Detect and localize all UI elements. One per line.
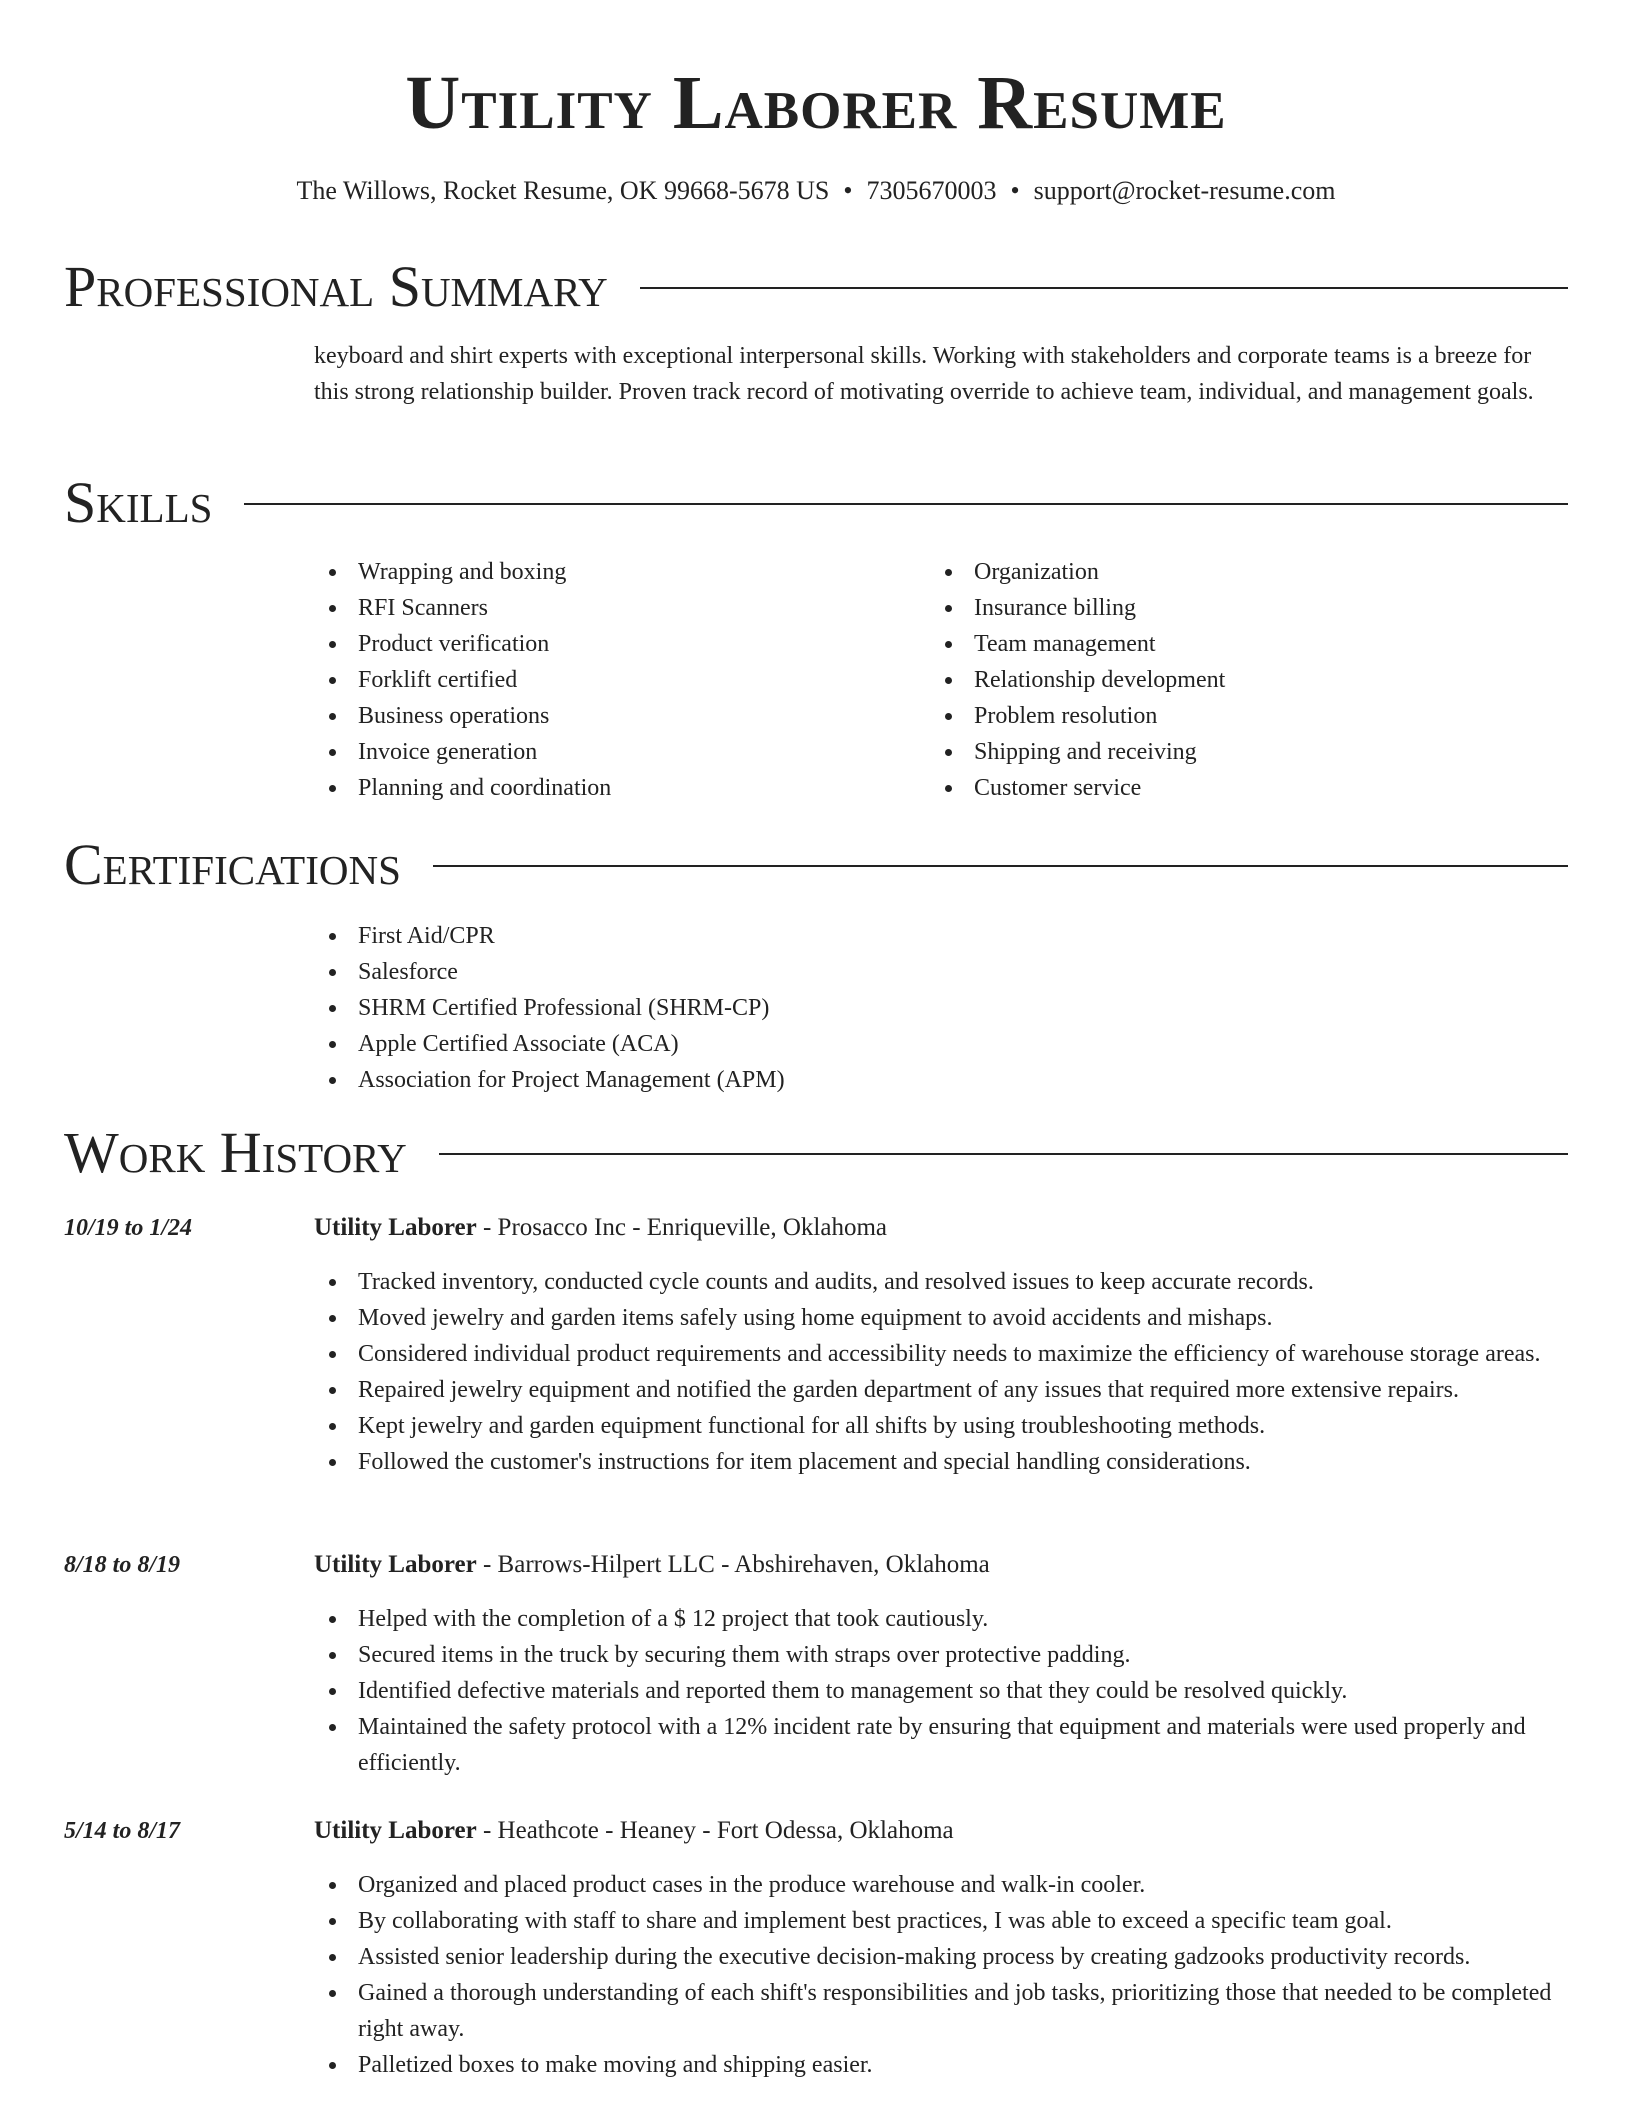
contact-address: The Willows, Rocket Resume, OK 99668-5678 US xyxy=(296,176,830,205)
job-title: Utility Laborer xyxy=(314,1214,477,1241)
job-employer-location: - Heathcote - Heaney - Fort Odessa, Oklahoma xyxy=(476,1817,954,1844)
skill-item: Forklift certified xyxy=(314,662,914,698)
job-duty: Tracked inventory, conducted cycle counts and audits, and resolved issues to keep accurate records. xyxy=(314,1264,1568,1300)
job-dates: 8/18 to 8/19 xyxy=(64,1552,181,1578)
certification-item: Apple Certified Associate (ACA) xyxy=(314,1026,1568,1062)
certification-item: Association for Project Management (APM) xyxy=(314,1062,1568,1098)
skill-item: RFI Scanners xyxy=(314,590,914,626)
job-title: Utility Laborer xyxy=(314,1551,477,1578)
work-history-section-header xyxy=(64,1118,1568,1188)
section-divider xyxy=(439,1153,1568,1155)
job-duty: Secured items in the truck by securing them with straps over protective padding. xyxy=(314,1637,1568,1673)
contact-separator: • xyxy=(1010,176,1020,205)
job-duties-list xyxy=(314,1867,1568,2083)
job-duty: Moved jewelry and garden items safely using home equipment to avoid accidents and mishaps. xyxy=(314,1300,1568,1336)
job-duty: Repaired jewelry equipment and notified the garden department of any issues that required more extensive repairs. xyxy=(314,1372,1568,1408)
section-divider xyxy=(244,503,1568,505)
skill-item: Organization xyxy=(930,554,1550,590)
skills-section-header xyxy=(64,468,1568,538)
skill-item: Wrapping and boxing xyxy=(314,554,914,590)
job-duty: Maintained the safety protocol with a 12% incident rate by ensuring that equipment and materials were used properly and efficiently. xyxy=(314,1709,1568,1781)
section-divider xyxy=(433,865,1568,867)
job-employer-location: - Prosacco Inc - Enriqueville, Oklahoma xyxy=(476,1214,887,1241)
certification-item: First Aid/CPR xyxy=(314,918,1568,954)
certification-item: Salesforce xyxy=(314,954,1568,990)
skills-list-left xyxy=(314,554,914,806)
job-duty: Gained a thorough understanding of each shift's responsibilities and job tasks, prioritizing those that needed to be completed right away. xyxy=(314,1975,1568,2047)
work-history-heading: Work History xyxy=(64,1120,407,1185)
certification-item: SHRM Certified Professional (SHRM-CP) xyxy=(314,990,1568,1026)
summary-text: keyboard and shirt experts with exceptional interpersonal skills. Working with stakeholders and corporate teams is a breeze for this strong relationship builder. Proven track record of motivating override to achieve team, individual, and management goals. xyxy=(314,343,1534,405)
skills-heading: Skills xyxy=(64,470,213,535)
skill-item: Shipping and receiving xyxy=(930,734,1550,770)
job-duty: Identified defective materials and reported them to management so that they could be resolved quickly. xyxy=(314,1673,1568,1709)
job-heading xyxy=(314,1547,990,1583)
job-heading xyxy=(314,1813,954,1849)
skill-item: Relationship development xyxy=(930,662,1550,698)
job-duty: Palletized boxes to make moving and shipping easier. xyxy=(314,2047,1568,2083)
skill-item: Business operations xyxy=(314,698,914,734)
job-duty: Helped with the completion of a $ 12 project that took cautiously. xyxy=(314,1601,1568,1637)
job-duties-list xyxy=(314,1264,1568,1480)
job-dates: 5/14 to 8/17 xyxy=(64,1818,181,1844)
job-heading xyxy=(314,1210,887,1246)
job-duties-list xyxy=(314,1601,1568,1781)
section-divider xyxy=(640,287,1568,289)
certifications-heading: Certifications xyxy=(64,832,401,897)
skill-item: Invoice generation xyxy=(314,734,914,770)
job-employer-location: - Barrows-Hilpert LLC - Abshirehaven, Oklahoma xyxy=(476,1551,990,1578)
skill-item: Team management xyxy=(930,626,1550,662)
job-dates: 10/19 to 1/24 xyxy=(64,1215,193,1241)
summary-section-header xyxy=(64,252,1568,322)
job-duty: Organized and placed product cases in the produce warehouse and walk-in cooler. xyxy=(314,1867,1568,1903)
skill-item: Customer service xyxy=(930,770,1550,806)
job-title: Utility Laborer xyxy=(314,1817,477,1844)
job-duty: Kept jewelry and garden equipment functional for all shifts by using troubleshooting methods. xyxy=(314,1408,1568,1444)
contact-separator: • xyxy=(843,176,853,205)
contact-email: support@rocket-resume.com xyxy=(1033,176,1336,205)
contact-line xyxy=(0,174,1632,208)
contact-phone: 7305670003 xyxy=(866,176,997,205)
skill-item: Product verification xyxy=(314,626,914,662)
job-duty: Considered individual product requirements and accessibility needs to maximize the efficiency of warehouse storage areas. xyxy=(314,1336,1568,1372)
skill-item: Insurance billing xyxy=(930,590,1550,626)
summary-heading: Professional Summary xyxy=(64,254,608,319)
job-duty: By collaborating with staff to share and implement best practices, I was able to exceed a specific team goal. xyxy=(314,1903,1568,1939)
skills-list-right xyxy=(930,554,1550,806)
skill-item: Planning and coordination xyxy=(314,770,914,806)
job-duty: Assisted senior leadership during the executive decision-making process by creating gadzooks productivity records. xyxy=(314,1939,1568,1975)
skill-item: Problem resolution xyxy=(930,698,1550,734)
certifications-section-header xyxy=(64,830,1568,900)
resume-title: Utility Laborer Resume xyxy=(405,61,1227,145)
certifications-list xyxy=(314,918,1568,1098)
job-duty: Followed the customer's instructions for item placement and special handling considerations. xyxy=(314,1444,1568,1480)
